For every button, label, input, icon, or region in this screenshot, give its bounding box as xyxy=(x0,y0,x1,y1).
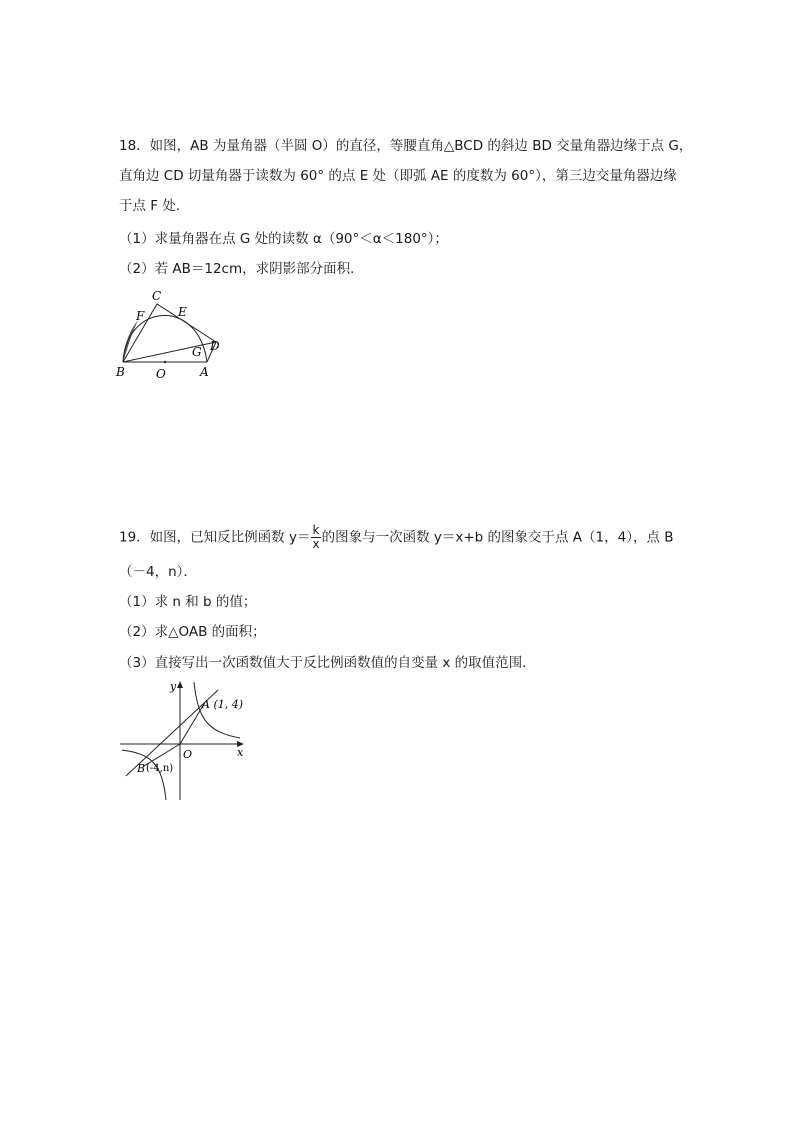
label-e: E xyxy=(178,305,187,319)
hyperbola-branch-2 xyxy=(122,750,166,800)
label-x: x xyxy=(237,746,244,759)
segment-oa xyxy=(180,704,204,744)
label-b: B xyxy=(137,762,146,775)
label-g: G xyxy=(192,345,202,359)
y-axis-arrow xyxy=(177,681,183,688)
label-c: C xyxy=(152,289,162,303)
label-y: y xyxy=(170,680,177,693)
q19-part-3: （3）直接写出一次函数值大于反比例函数值的自变量 x 的取值范围． xyxy=(119,655,536,671)
q18-line-3: 于点 F 处． xyxy=(119,198,190,214)
label-o: O xyxy=(156,367,166,381)
fraction-denominator: x xyxy=(312,537,320,551)
q18-protractor-figure xyxy=(112,286,232,384)
q18-part-2: （2）若 AB＝12cm，求阴影部分面积． xyxy=(119,261,364,277)
fraction-numerator: k xyxy=(312,523,320,537)
center-dot xyxy=(164,361,166,363)
fraction-k-over-x xyxy=(311,524,320,551)
label-a: A xyxy=(200,365,209,379)
q19-line-1-start: 19．如图，已知反比例函数 y＝ xyxy=(119,529,311,546)
q18-part-1: （1）求量角器在点 G 处的读数 α（90°＜α＜180°）； xyxy=(119,231,448,247)
q19-part-1: （1）求 n 和 b 的值； xyxy=(119,594,257,610)
q19-line-1 xyxy=(119,524,674,551)
q19-part-2: （2）求△OAB 的面积； xyxy=(119,624,266,640)
label-d: D xyxy=(210,339,220,353)
label-a: A (1, 4) xyxy=(202,698,244,711)
label-f: F xyxy=(136,309,145,323)
label-b: B xyxy=(116,365,125,379)
label-o: O xyxy=(183,748,193,761)
q19-function-graph xyxy=(116,676,252,802)
q19-line-2: （－4，n）． xyxy=(119,564,197,580)
q18-line-1: 18．如图，AB 为量角器（半圆 O）的直径，等腰直角△BCD 的斜边 BD 交量角器边缘于点 G， xyxy=(119,138,693,154)
label-b-coord: (-4,n) xyxy=(146,763,174,774)
q18-line-2: 直角边 CD 切量角器于读数为 60° 的点 E 处（即弧 AE 的度数为 60°），第三边交量角器边缘 xyxy=(119,168,677,184)
q19-line-1-end: 的图象与一次函数 y＝x+b 的图象交于点 A（1，4），点 B xyxy=(321,529,674,546)
